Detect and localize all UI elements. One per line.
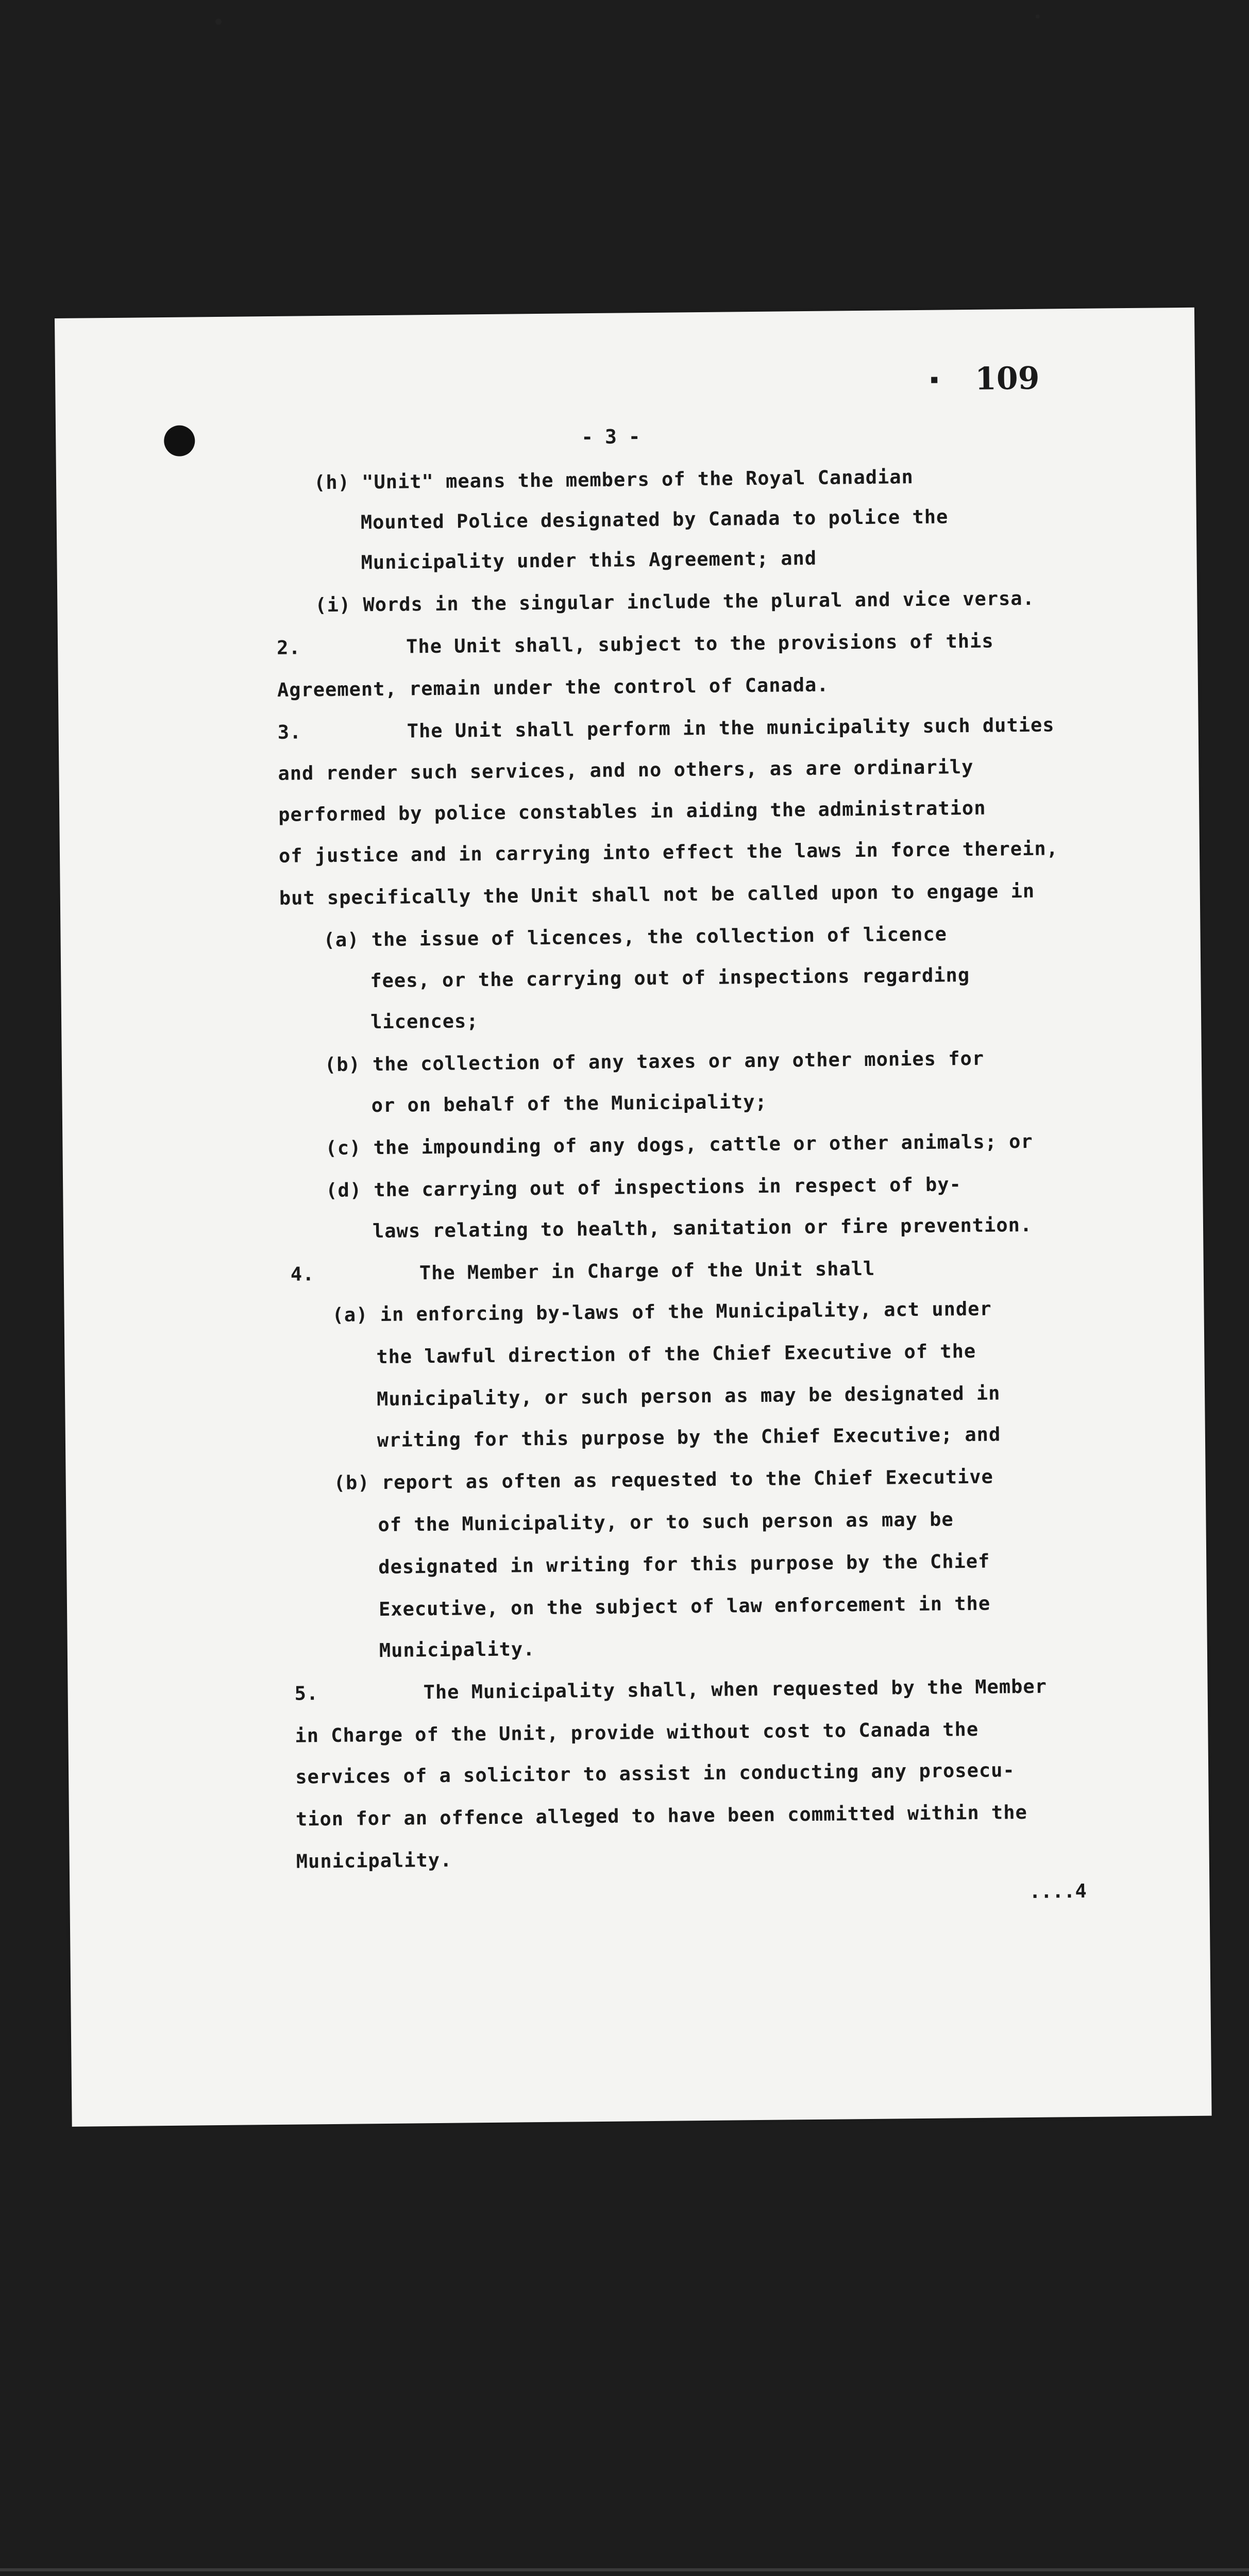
text-line: Municipality under this Agreement; and [361,547,817,574]
text-line: in Charge of the Unit, provide without cost to Canada the [295,1718,979,1747]
text-line: The Municipality shall, when requested by the Member [423,1675,1048,1704]
text-line: writing for this purpose by the Chief Executive; and [377,1423,1001,1452]
text-line: Municipality. [379,1638,535,1662]
text-line: of the Municipality, or to such person as may be [378,1508,954,1536]
continuation-marker: ....4 [1029,1879,1087,1903]
text-line: and render such services, and no others, as are ordinarily [278,755,974,785]
text-line: tion for an offence alleged to have been committed within the [295,1801,1027,1831]
text-line: (c) the impounding of any dogs, cattle or other animals; or [325,1130,1033,1160]
text-line: but specifically the Unit shall not be called upon to engage in [279,879,1035,909]
dust-speck [215,19,222,25]
text-line: (b) the collection of any taxes or any other monies for [324,1047,985,1076]
text-line: The Member in Charge of the Unit shall [419,1257,875,1284]
text-line: Executive, on the subject of law enforcement in the [378,1592,991,1621]
scan-bottom-edge [0,2568,1249,2571]
section-number: 2. [276,636,301,659]
text-line: (a) the issue of licences, the collection of licence [323,923,948,952]
text-line: Mounted Police designated by Canada to police the [360,505,949,534]
document-page [55,308,1212,2127]
text-line: licences; [370,1010,479,1033]
dust-speck [1036,14,1040,19]
folio-dot [931,377,937,383]
page-number: - 3 - [581,425,640,449]
text-line: (h) "Unit" means the members of the Royal Canadian [313,466,914,494]
text-line: or on behalf of the Municipality; [371,1090,767,1117]
text-line: (b) report as often as requested to the Chief Executive [333,1465,994,1494]
text-line: (a) in enforcing by-laws of the Municipality, act under [332,1297,992,1326]
text-line: of justice and in carrying into effect the laws in force therein, [278,837,1059,867]
text-line: (i) Words in the singular include the plural and vice versa. [315,587,1035,617]
text-line: (d) the carrying out of inspections in respect of by- [326,1173,962,1202]
text-line: designated in writing for this purpose by the Chief [378,1550,990,1579]
text-line: fees, or the carrying out of inspections regarding [370,964,970,992]
punch-hole [164,425,195,456]
text-line: Municipality, or such person as may be designated in [376,1382,1001,1411]
text-line: the lawful direction of the Chief Executive of the [376,1340,976,1368]
text-line: Municipality. [296,1849,452,1873]
text-line: performed by police constables in aiding the administration [278,796,986,826]
folio-number: 109 [974,360,1040,397]
section-number: 5. [294,1682,319,1705]
text-line: Agreement, remain under the control of Canada. [277,673,829,701]
text-line: The Unit shall perform in the municipality such duties [407,714,1055,742]
section-number: 4. [290,1263,315,1285]
text-line: services of a solicitor to assist in conducting any prosecu- [295,1759,1015,1788]
text-line: laws relating to health, sanitation or fire prevention. [372,1213,1033,1243]
text-line: The Unit shall, subject to the provisions of this [406,630,994,658]
section-number: 3. [277,721,302,743]
